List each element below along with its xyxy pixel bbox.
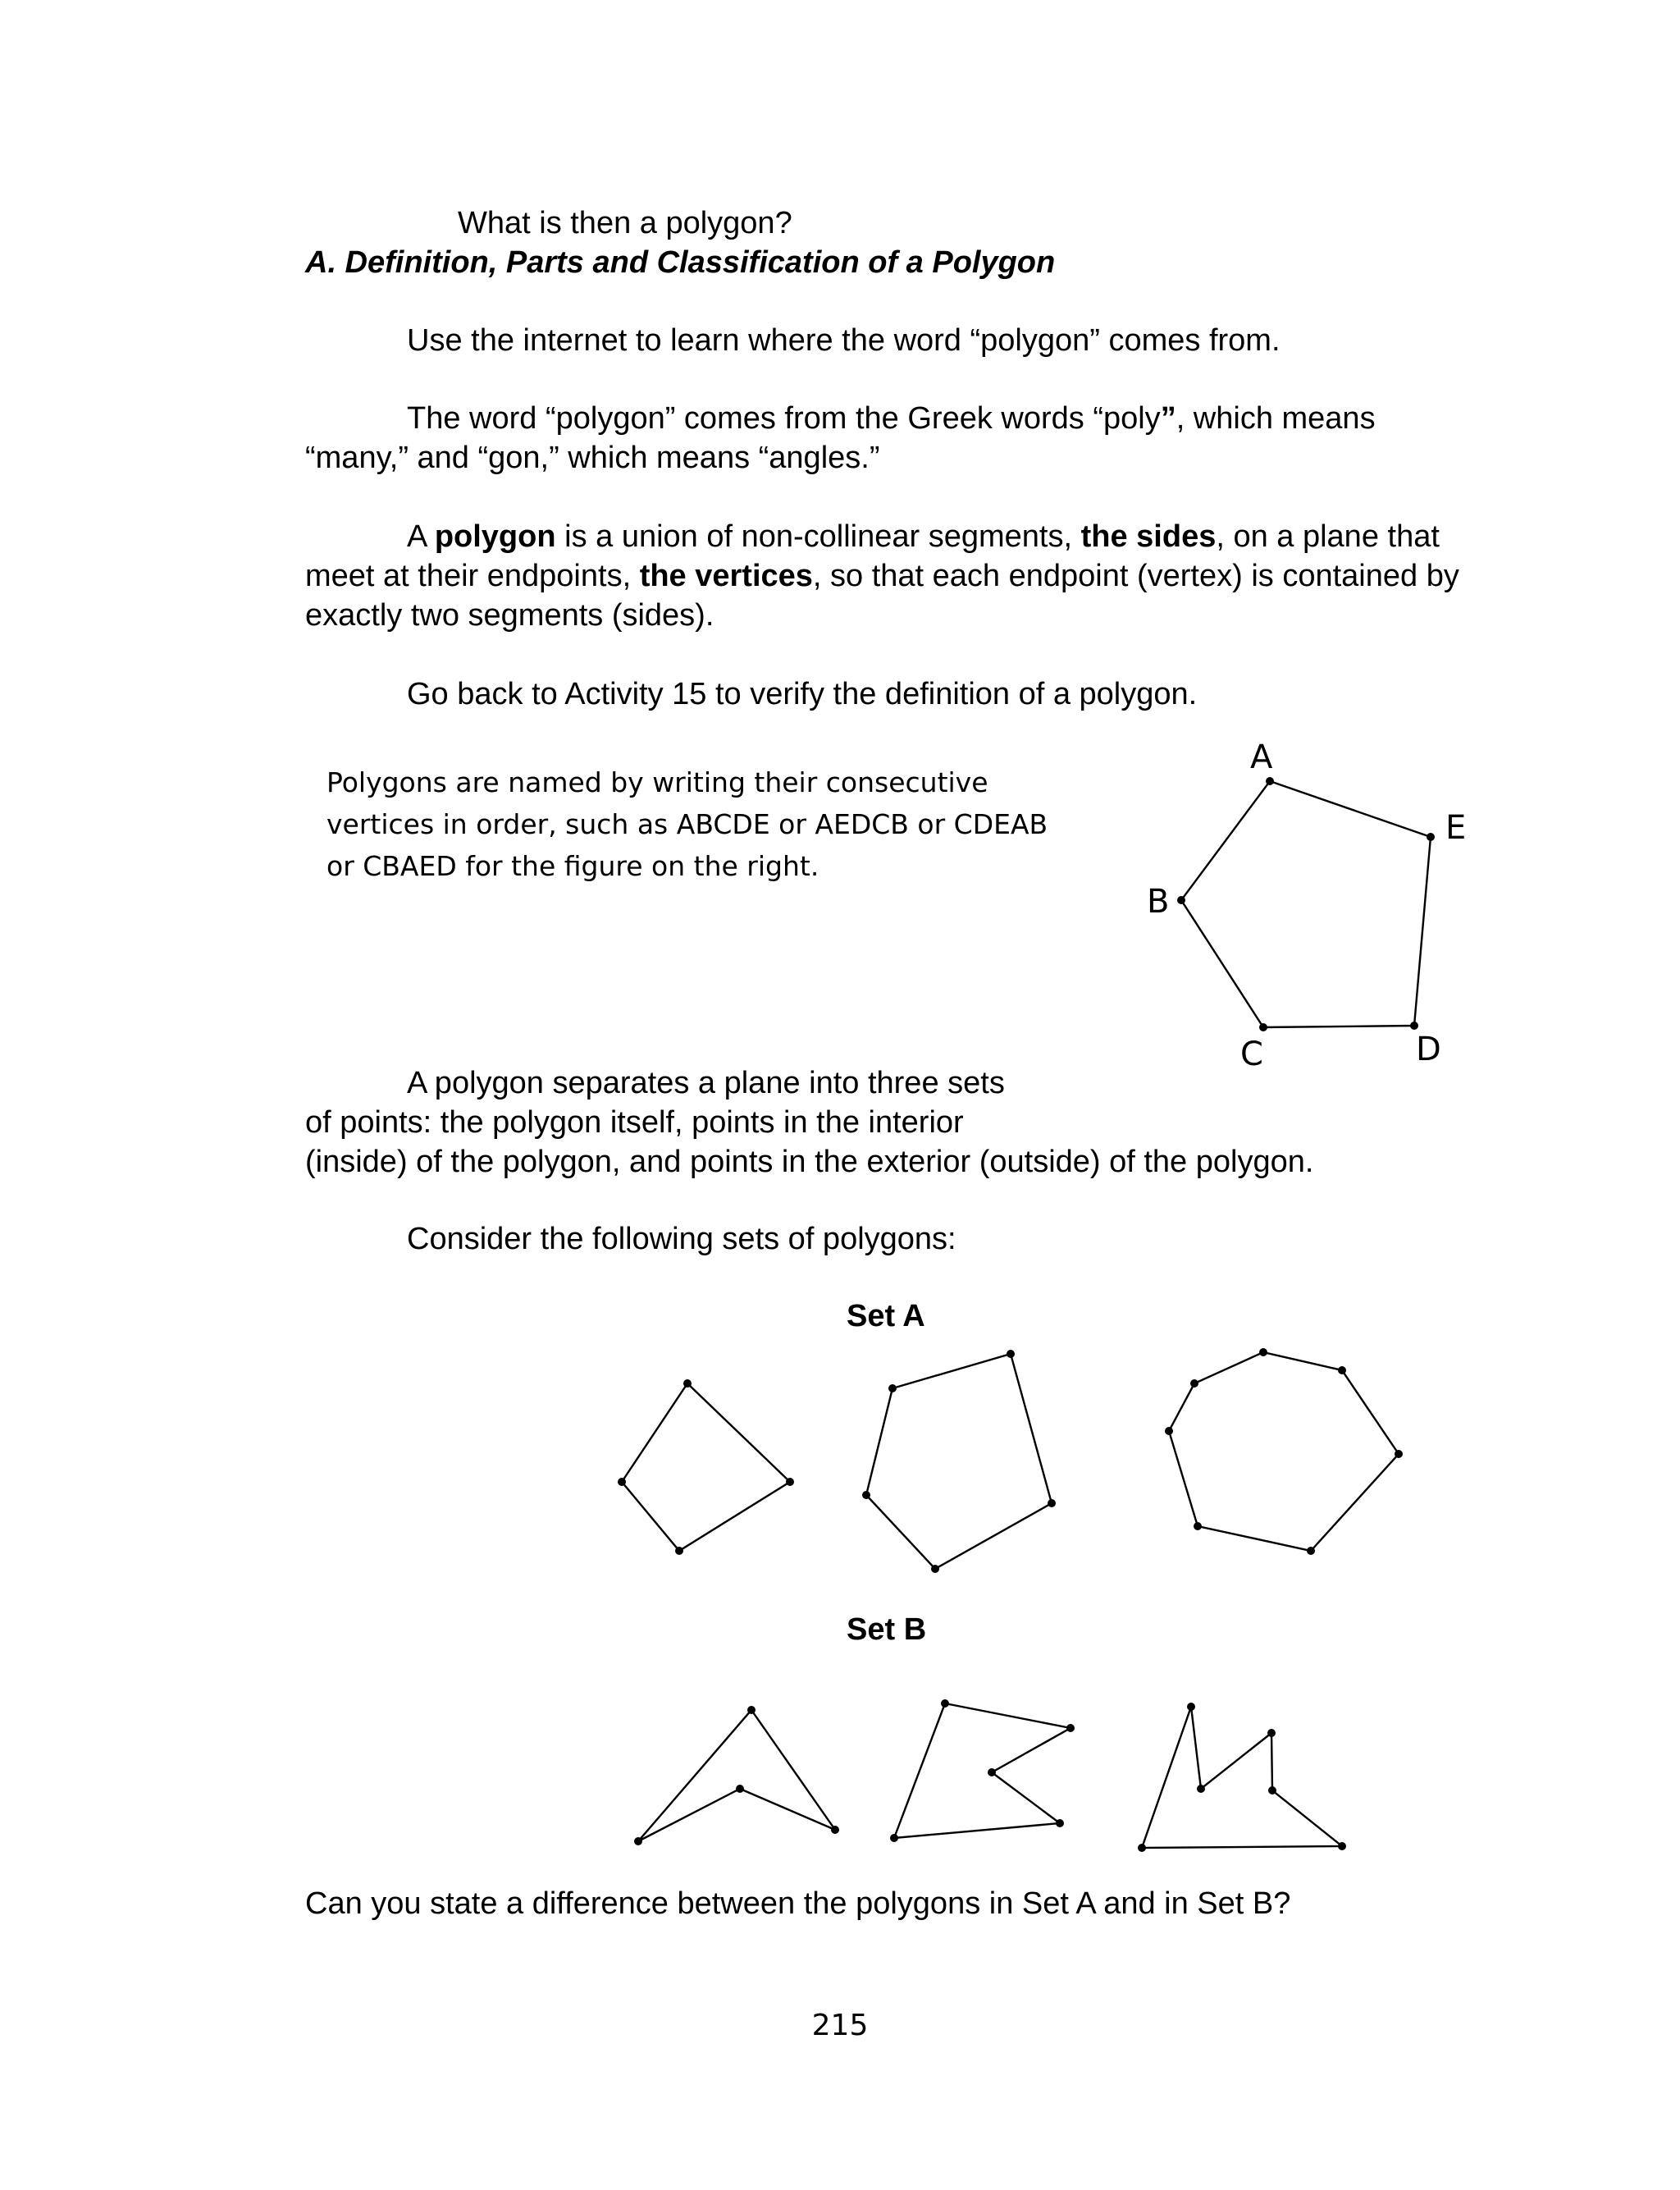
intro-question: What is then a polygon? (458, 206, 792, 240)
vertex-dot (1194, 1522, 1202, 1530)
vertex-d-dot (1410, 1022, 1418, 1030)
set-b-dart (638, 1710, 835, 1841)
vertex-label-a: A (1250, 738, 1273, 776)
vertex-dot (988, 1768, 996, 1776)
vertex-dot (1048, 1499, 1056, 1507)
vertex-dot (1338, 1842, 1346, 1850)
set-a-label: Set A (847, 1299, 925, 1333)
vertex-dot (890, 1834, 898, 1842)
vertex-a-dot (1266, 777, 1274, 785)
set-b-label: Set B (847, 1612, 927, 1647)
def-term-polygon: polygon (434, 519, 556, 554)
vertex-dot (1268, 1786, 1276, 1795)
vertex-dot (1267, 1729, 1276, 1737)
section-heading: A. Definition, Parts and Classification of a Polygon (305, 245, 1056, 280)
vertex-dot (1165, 1427, 1173, 1435)
vertex-dot (1395, 1450, 1403, 1458)
origin-text-2: , which means “many,” and “gon,” which means “angles.” (305, 401, 1376, 475)
vertex-dot (1307, 1547, 1315, 1555)
vertex-dot (736, 1785, 744, 1793)
pentagon-abcde (1181, 781, 1431, 1027)
vertex-dot (1007, 1350, 1015, 1358)
vertex-dot (1190, 1379, 1198, 1388)
vertex-dot (1066, 1724, 1075, 1732)
naming-note: Polygons are named by writing their consecutive vertices in order, such as ABCDE or AEDCB or CDEAB or CBAED for the figure on the right. (326, 766, 1048, 882)
vertex-dot (831, 1826, 839, 1834)
vertex-dot (888, 1384, 897, 1392)
def-text-3: , on a plane that meet at their endpoints, (305, 519, 1440, 593)
set-b-concave-pentagon (894, 1703, 1071, 1838)
vertex-dot (1056, 1819, 1064, 1827)
internet-paragraph: Use the internet to learn where the word “polygon” comes from. (407, 323, 1281, 358)
def-term-sides: the sides (1080, 519, 1217, 554)
vertex-b-dot (1177, 896, 1185, 904)
set-b-concave-hexagon (1142, 1707, 1342, 1848)
vertex-label-c: C (1240, 1036, 1263, 1073)
def-text-1: A (407, 519, 435, 554)
set-a-quadrilateral (622, 1383, 790, 1551)
def-text-2: is a union of non-collinear segments, (555, 519, 1081, 554)
consider-paragraph: Consider the following sets of polygons: (407, 1222, 956, 1256)
origin-quote: ” (1160, 401, 1176, 436)
vertex-dot (618, 1478, 626, 1486)
vertex-c-dot (1259, 1023, 1267, 1031)
vertex-dot (931, 1565, 939, 1573)
vertex-dot (683, 1379, 692, 1388)
vertex-dot (747, 1706, 756, 1714)
separation-line-1: A polygon separates a plane into three sets (407, 1066, 1005, 1100)
vertex-dot (862, 1491, 870, 1499)
vertex-label-d: D (1416, 1031, 1441, 1068)
final-question: Can you state a difference between the polygons in Set A and in Set B? (305, 1886, 1291, 1921)
separation-line-3: (inside) of the polygon, and points in the exterior (outside) of the polygon. (305, 1145, 1314, 1179)
set-a-heptagon (1169, 1352, 1399, 1551)
vertex-e-dot (1427, 833, 1435, 841)
vertex-dot (786, 1478, 794, 1486)
def-text-4: , so that each endpoint (vertex) is contained by exactly two segments (sides). (305, 559, 1459, 633)
origin-text-1: The word “polygon” comes from the Greek words “poly (407, 401, 1161, 436)
separation-line-2: of points: the polygon itself, points in the interior (305, 1105, 964, 1140)
vertex-label-b: B (1147, 883, 1170, 921)
vertex-dot (1138, 1844, 1146, 1852)
vertex-dot (1259, 1348, 1267, 1356)
vertex-dot (1338, 1366, 1346, 1374)
vertex-dot (1197, 1785, 1205, 1793)
vertex-dot (941, 1699, 949, 1708)
vertex-label-e: E (1445, 809, 1467, 847)
vertex-dot (634, 1837, 642, 1845)
page-number: 215 (811, 2009, 869, 2042)
def-term-vertices: the vertices (639, 559, 813, 593)
vertex-dot (675, 1547, 683, 1555)
vertex-dot (1187, 1703, 1195, 1711)
go-back-paragraph: Go back to Activity 15 to verify the definition of a polygon. (407, 677, 1198, 711)
